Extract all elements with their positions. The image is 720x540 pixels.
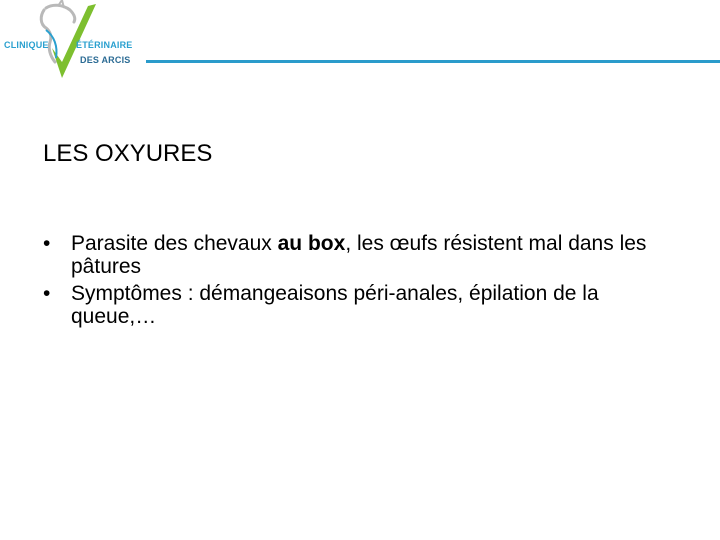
logo-word-clinique: CLINIQUE: [4, 40, 49, 50]
bullet-text-before: Parasite des chevaux: [71, 232, 278, 255]
clinic-logo: [0, 0, 160, 82]
header-divider: [146, 60, 720, 63]
bullet-text: Symptômes : démangeaisons péri-anales, épilation de la queue,…: [71, 282, 599, 328]
logo-word-veterinaire: ÉTÉRINAIRE: [76, 40, 133, 50]
logo-word-des-arcis: DES ARCIS: [80, 55, 131, 65]
slide-title: LES OXYURES: [43, 140, 213, 167]
bullet-item-symptoms: [43, 282, 683, 328]
bullet-dot-icon: •: [43, 282, 51, 305]
bullet-dot-icon: •: [43, 232, 51, 255]
bullet-text-after: , les œufs résistent mal dans les pâtures: [71, 232, 647, 278]
bullet-item-habitat: [43, 232, 683, 278]
bullet-text-bold: au box: [277, 232, 346, 255]
bullet-list: [43, 232, 683, 332]
